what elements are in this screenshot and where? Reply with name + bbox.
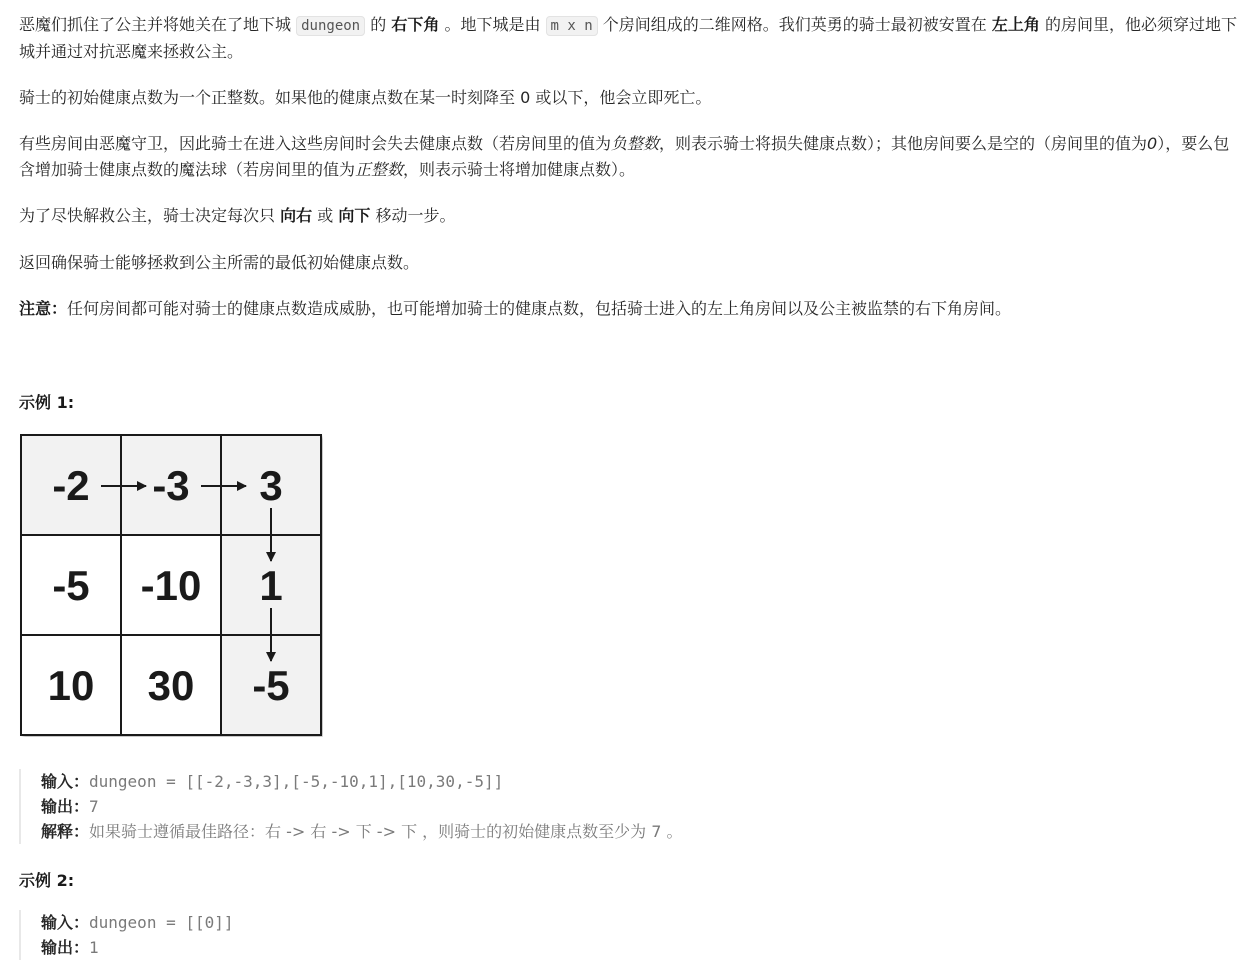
intro-paragraph-2: 骑士的初始健康点数为一个正整数。如果他的健康点数在某一时刻降至 0 或以下，他会立即死亡。 xyxy=(19,88,712,107)
input-label: 输入： xyxy=(41,913,90,932)
grid-value-1-0: -5 xyxy=(52,562,90,609)
grid-value-2-1: 30 xyxy=(147,662,195,709)
dungeon-grid-svg xyxy=(19,433,323,737)
intro-paragraph-4 xyxy=(19,203,1241,229)
text: ，则表示骑士将损失健康点数）；其他房间要么是空的（房间里的值为 xyxy=(659,134,1148,153)
italic-zero: 0 xyxy=(1147,134,1158,153)
grid-value-0-0: -2 xyxy=(52,462,90,509)
italic-negative-integer: 负整数 xyxy=(611,134,660,153)
example-2-code-block xyxy=(19,910,234,960)
text: 为了尽快解救公主，骑士决定每次只 xyxy=(19,206,276,225)
grid-value-1-1: -10 xyxy=(140,562,202,609)
intro-paragraph-5: 返回确保骑士能够拯救到公主所需的最低初始健康点数。 xyxy=(19,253,420,272)
bold-bottom-right: 右下角 xyxy=(391,15,440,34)
text: 有些房间由恶魔守卫，因此骑士在进入这些房间时会失去健康点数（若房间里的值为 xyxy=(19,134,612,153)
text: 或 xyxy=(317,206,334,225)
text: 的 xyxy=(370,15,387,34)
output-value: 1 xyxy=(89,938,99,957)
example-1-explain-row xyxy=(41,819,683,844)
text: 恶魔们抓住了公主并将她关在了地下城 xyxy=(19,15,292,34)
example-1-title: 示例 1: xyxy=(19,393,75,412)
italic-positive-integer: 正整数 xyxy=(355,160,404,179)
example-1-code-block xyxy=(19,769,683,844)
bold-right: 向右 xyxy=(280,206,313,225)
inline-code-dungeon: dungeon xyxy=(296,16,365,36)
input-value: dungeon = [[-2,-3,3],[-5,-10,1],[10,30,-5]] xyxy=(89,772,504,791)
inline-code-m-x-n: m x n xyxy=(546,16,598,36)
grid-value-0-1: -3 xyxy=(152,462,190,509)
text: 移动一步。 xyxy=(375,206,456,225)
note-text: 任何房间都可能对骑士的健康点数造成威胁，也可能增加骑士的健康点数，包括骑士进入的左上角房间以及公主被监禁的右下角房间。 xyxy=(67,299,1012,318)
example-2-title: 示例 2: xyxy=(19,871,75,890)
intro-paragraph-3 xyxy=(19,131,1241,183)
grid-value-2-2: -5 xyxy=(252,662,290,709)
grid-value-1-2: 1 xyxy=(259,562,283,609)
intro-paragraph-1 xyxy=(19,12,1241,65)
explain-value: 如果骑士遵循最佳路径：右 -> 右 -> 下 -> 下 ，则骑士的初始健康点数至少为 7 。 xyxy=(89,822,683,841)
example-1-input-row xyxy=(41,769,683,794)
output-label: 输出： xyxy=(41,938,90,957)
dungeon-grid-figure xyxy=(19,433,323,737)
text: ），要么包含增加骑士健康点数的魔法球（若房间里的值为 xyxy=(19,134,1230,179)
explain-label: 解释： xyxy=(41,822,90,841)
note-label: 注意： xyxy=(19,299,68,318)
text: 个房间组成的二维网格。我们英勇的骑士最初被安置在 xyxy=(602,15,987,34)
input-label: 输入： xyxy=(41,772,90,791)
output-value: 7 xyxy=(89,797,99,816)
example-2-output-row xyxy=(41,935,234,960)
grid-value-2-0: 10 xyxy=(47,662,95,709)
intro-paragraph-6 xyxy=(19,296,1241,322)
input-value: dungeon = [[0]] xyxy=(89,913,234,932)
grid-value-0-2: 3 xyxy=(259,462,283,509)
example-2-input-row xyxy=(41,910,234,935)
example-1-output-row xyxy=(41,794,683,819)
text: ，则表示骑士将增加健康点数）。 xyxy=(403,160,636,179)
bold-down: 向下 xyxy=(338,206,371,225)
output-label: 输出： xyxy=(41,797,90,816)
text: 。地下城是由 xyxy=(444,15,541,34)
text: 的房间里，他必须穿过地下城并通过对抗恶魔来拯救公主。 xyxy=(19,15,1238,61)
bold-top-left: 左上角 xyxy=(991,15,1040,34)
